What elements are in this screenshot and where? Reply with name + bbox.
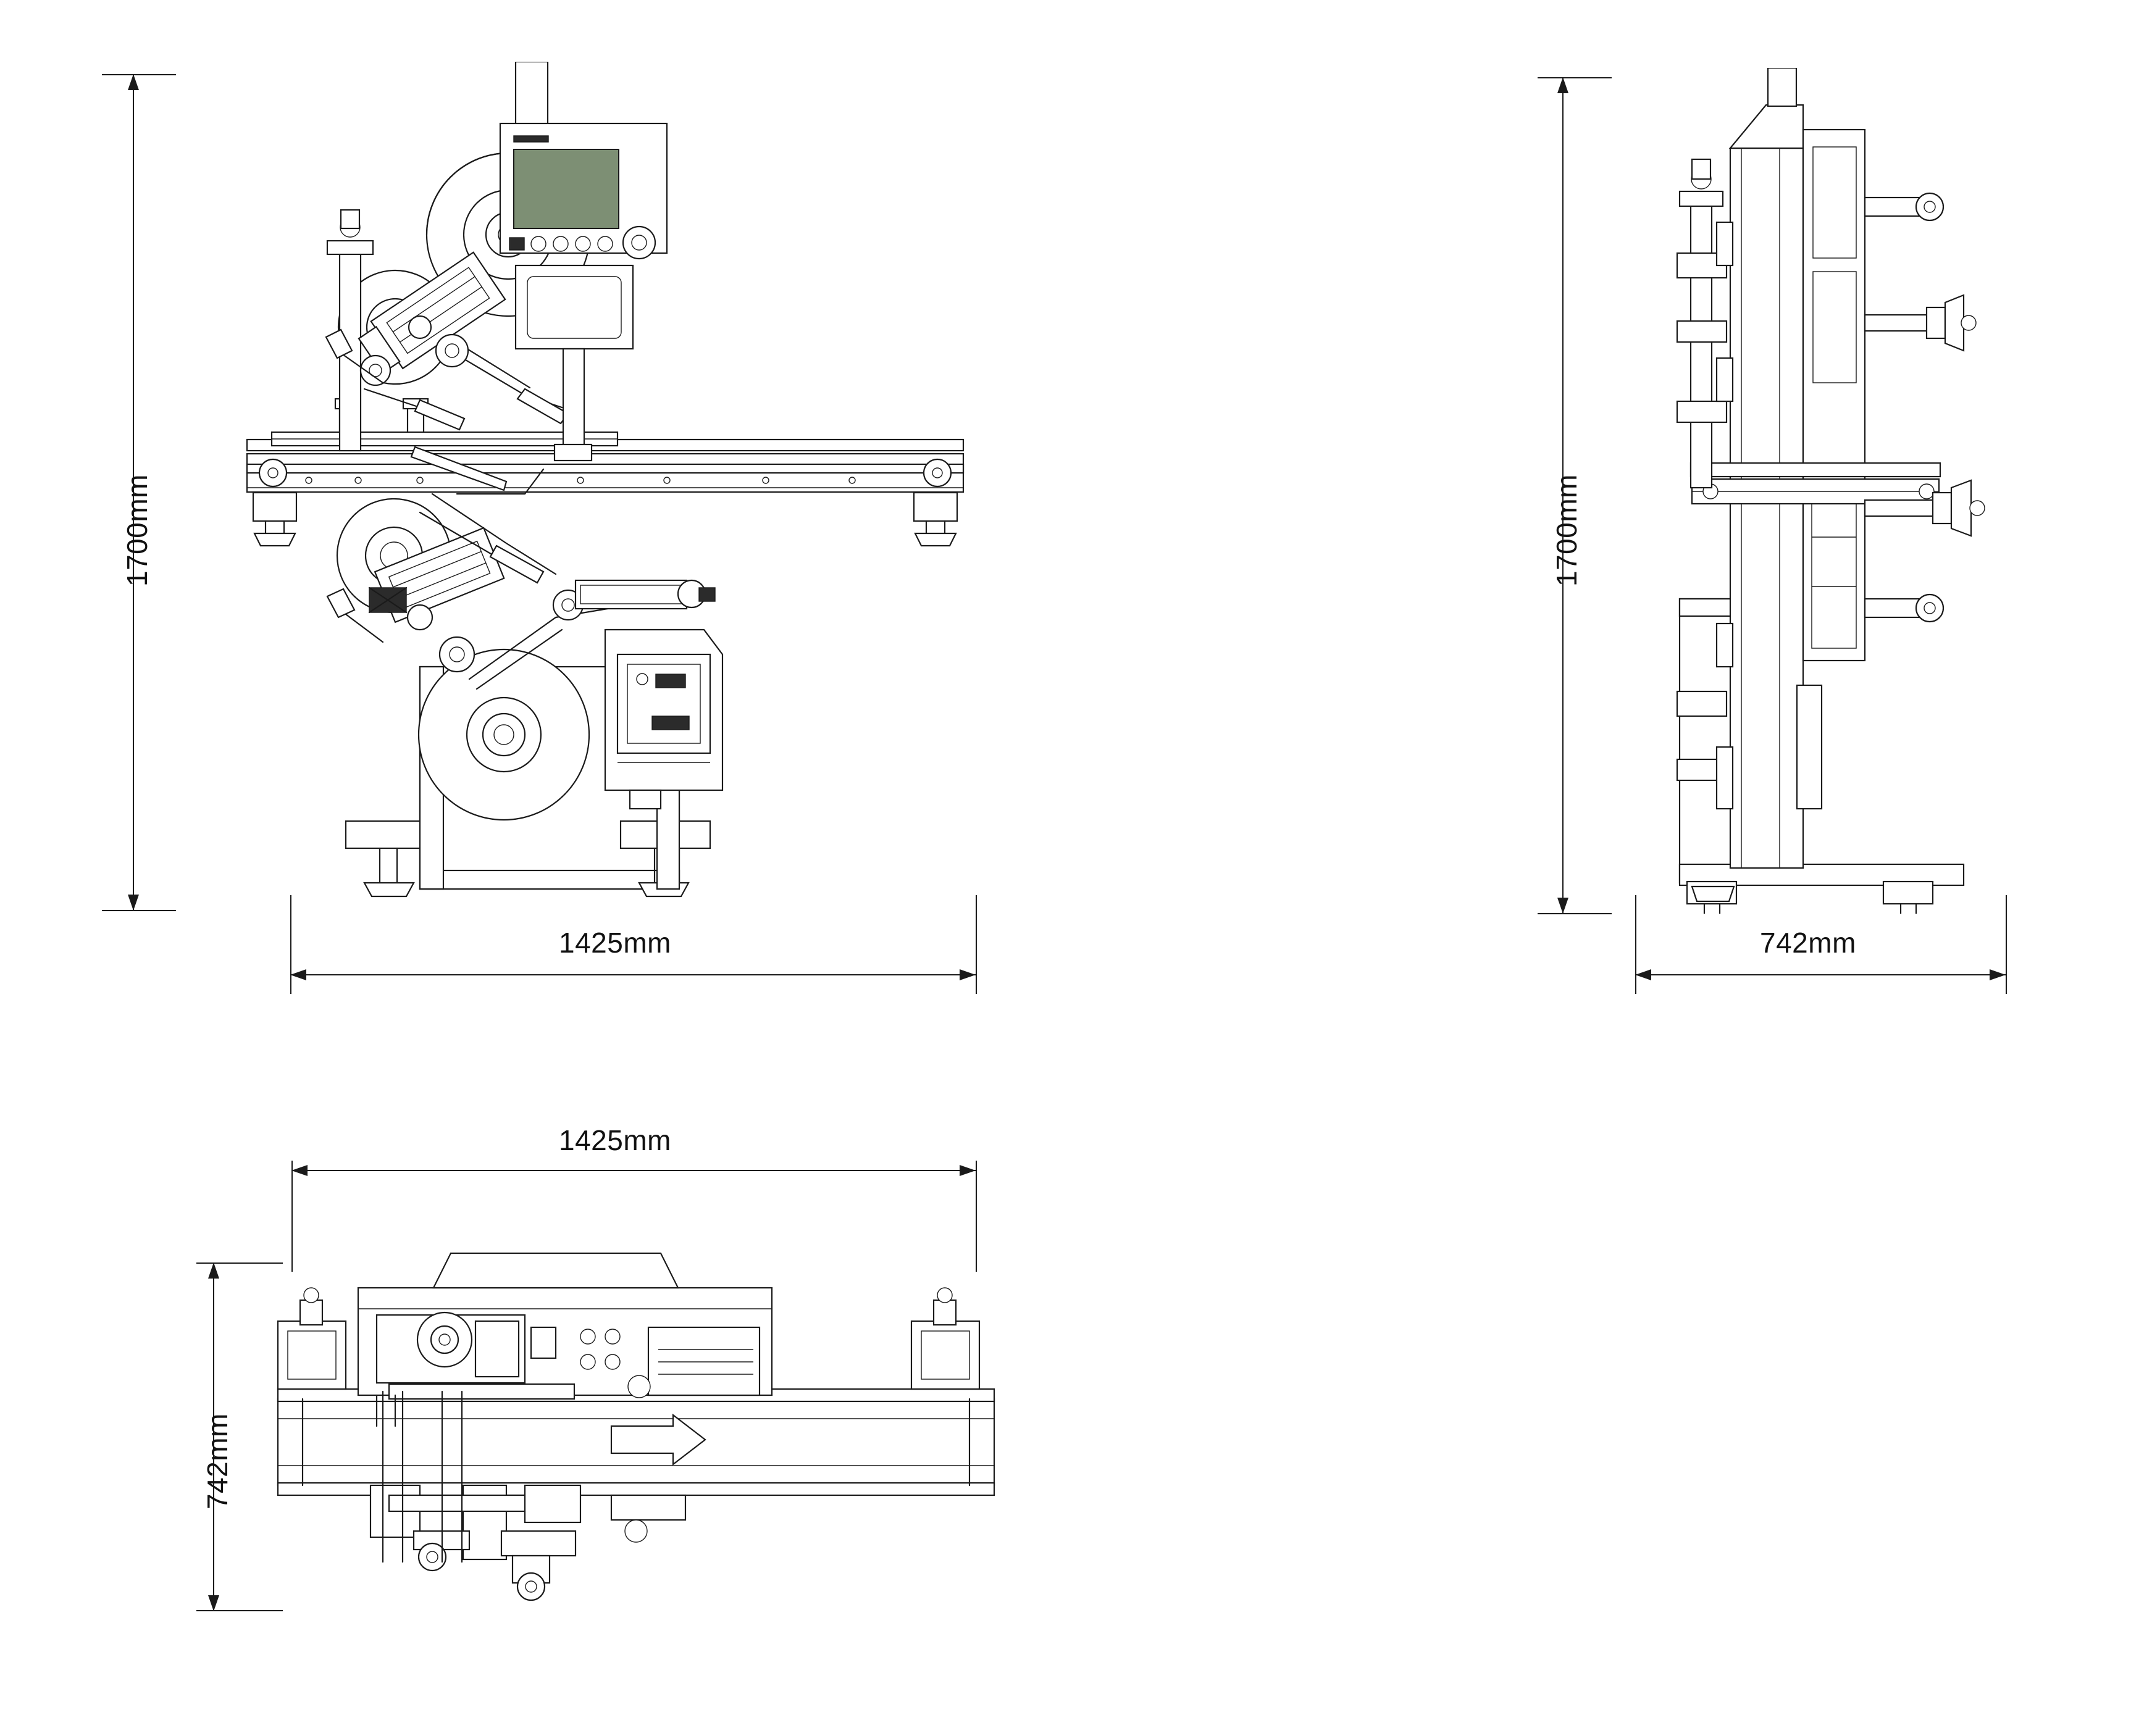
side-height-ext-bottom: [1538, 913, 1612, 914]
top-plan-drawing: [266, 1241, 1007, 1611]
front-height-ext-top: [102, 74, 176, 75]
side-width-dim-line: [1635, 974, 2006, 975]
plan-width-arrow-left: [291, 1165, 308, 1176]
side-height-ext-top: [1538, 77, 1612, 78]
side-conveyor: [1691, 463, 1940, 504]
front-width-arrow-left: [290, 969, 306, 980]
plan-width-arrow-right: [960, 1165, 976, 1176]
plan-machine-body: [358, 1253, 772, 1399]
plan-depth-arrow-top: [208, 1262, 219, 1279]
side-height-label: 1700mm: [1551, 474, 1583, 586]
front-height-arrow-top: [128, 74, 139, 90]
front-height-arrow-bottom: [128, 895, 139, 911]
side-height-arrow-bottom: [1557, 898, 1568, 914]
plan-width-ext-left: [291, 1161, 293, 1272]
side-width-arrow-left: [1635, 969, 1651, 980]
front-width-arrow-right: [960, 969, 976, 980]
plan-width-label: 1425mm: [559, 1124, 671, 1156]
plan-depth-label: 742mm: [201, 1413, 233, 1509]
side-handwheel-upper: [1865, 295, 1976, 351]
side-width-label: 742mm: [1760, 927, 1856, 959]
front-width-ext-left: [290, 895, 291, 994]
front-elevation-drawing: [235, 62, 1013, 914]
plan-width-dim-line: [291, 1170, 976, 1171]
front-height-label: 1700mm: [121, 474, 153, 586]
side-height-arrow-top: [1557, 77, 1568, 93]
side-width-ext-left: [1635, 895, 1636, 994]
side-knob-lower: [1865, 595, 1943, 622]
front-elevation-view: [235, 62, 1013, 914]
front-width-label: 1425mm: [559, 927, 671, 959]
front-width-dim-line: [290, 974, 976, 975]
plan-depth-ext-bottom: [196, 1610, 283, 1611]
plan-depth-arrow-bottom: [208, 1595, 219, 1611]
plan-width-ext-right: [976, 1161, 977, 1272]
side-elevation-drawing: [1618, 68, 2001, 914]
side-knob-upper: [1865, 193, 1943, 220]
front-width-ext-right: [976, 895, 977, 994]
side-width-ext-right: [2006, 895, 2007, 994]
control-cabinet: [605, 630, 722, 809]
top-plan-view: [266, 1241, 1007, 1611]
side-width-arrow-right: [1990, 969, 2006, 980]
side-elevation-view: [1618, 68, 2001, 914]
plan-depth-ext-top: [196, 1262, 283, 1264]
front-height-ext-bottom: [102, 910, 176, 911]
